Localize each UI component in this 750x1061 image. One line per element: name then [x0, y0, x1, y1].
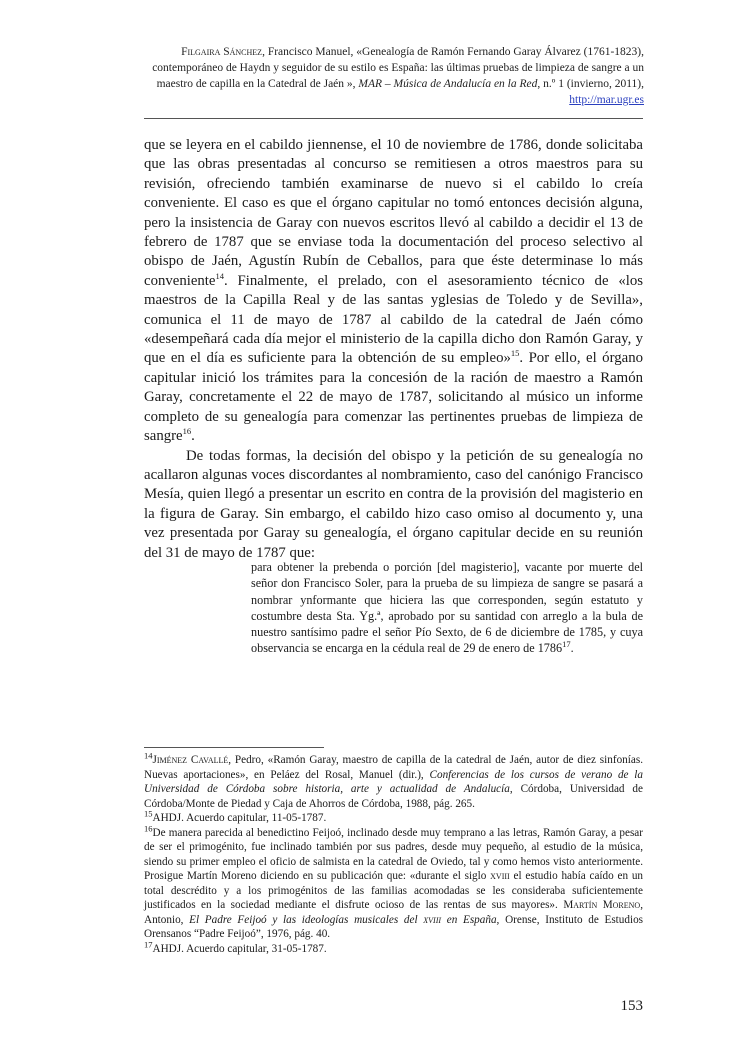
header-author: Filgaira Sánchez [181, 46, 263, 58]
block-quote [251, 559, 643, 657]
footnote-number: 17 [144, 938, 153, 949]
footnotes [144, 750, 644, 956]
running-header [150, 44, 644, 108]
footnote-author: Jiménez Cavallé [152, 754, 229, 766]
footnote-title: en España, [446, 913, 500, 926]
footnote-century: xviii [490, 870, 510, 882]
header-issue: , n.º 1 (invierno, 2011), [537, 78, 644, 90]
footnote-number: 14 [144, 750, 153, 761]
paragraph-1-part-b: . Finalmente, el prelado, con el asesoramiento técnico de «los maestros de la Capilla Real y de las santas yglesias de Toledo y de Sevilla», comunica el 11 de mayo de 1787 al cabildo de la catedral de Jaén cómo «desempeñará cada día mejor el ministerio de la capilla dicho don Ramón Garay, y que en el día es suficiente para la obtención de su empleo» [144, 272, 643, 367]
footnote-text: AHDJ. Acuerdo capitular, 11-05-1787. [152, 812, 327, 824]
page-number: 153 [620, 998, 643, 1014]
footnote-text: , Pedro, «Ramón Garay, maestro de capilla de la catedral de Jaén, autor de diez sinfonías. Nuevas aportaciones», en Peláez del Rosal, Manuel (dir.), [144, 754, 643, 781]
paragraph-1-part-d: . [191, 428, 195, 445]
footnote-text: De manera parecida al benedictino Feijoó, inclinado desde muy temprano a las letras, Ramón Garay, a pesar de ser el primogénito, fue inclinado también por sus padres, desde muy pequeño, al estudio de la música, siendo su primer empleo el oficio de salmista en la catedral de Oviedo, tal y como hemos visto anteriormente. Prosigue Martín Moreno diciendo en su publicación que: «durante el siglo [144, 826, 643, 882]
footnote-divider [144, 747, 324, 748]
footnote-text: , Córdoba, Universidad de Córdoba/Monte de Piedad y Caja de Ahorros de Córdoba, 1988, pág. 265. [144, 783, 643, 810]
footnote-title: Conferencias de los cursos de verano de la Universidad de Córdoba sobre historia, arte y actualidad de Andalucía [144, 768, 644, 795]
footnote-number: 16 [144, 822, 153, 833]
footnote-ref-16[interactable]: 16 [182, 426, 192, 437]
footnote-17 [144, 938, 643, 957]
footnote-text: AHDJ. Acuerdo capitular, 31-05-1787. [152, 942, 327, 955]
paragraph-1-part-c: . Por ello, el órgano capitular inició los trámites para la concesión de la ración de maestro a Ramón Garay, concretamente el 22 de mayo de 1787, solicitando al músico un informe completo de su genealogía para comenzar las pertinentes pruebas de limpieza de sangre [144, 350, 643, 445]
footnote-15 [144, 808, 643, 826]
paragraph-1-part-a: que se leyera en el cabildo jiennense, el 10 de noviembre de 1786, donde solicitaba que las obras presentadas al concurso se remitiesen a otros maestros para su revisión, ofreciendo también examinarse de nuevo si el cabildo lo creía conveniente. El caso es que el órgano capitular no tomó entonces decisión alguna, pero la insistencia de Garay con nuevos escritos llevó al cabildo a decidir el 13 de febrero de 1787 que se enviase toda la documentación del proceso selectivo al obispo de Jaén, Agustín Rubín de Ceballos, para que éste determinase lo más conveniente [144, 137, 643, 289]
header-journal: MAR – Música de Andalucía en la Red [358, 78, 538, 90]
footnote-text: Orense, Instituto de Estudios Orensanos “Padre Feijoó”, 1976, pág. 40. [144, 913, 644, 940]
footnote-14 [144, 750, 644, 811]
header-url-link[interactable]: http://mar.ugr.es [569, 94, 644, 106]
footnote-text: el estudio había caído en un total descrédito y a los primogénitos de las familias acomodadas se les consideraba suficientemente justificados en la sociedad mediante el disfrute ocioso de las rentas de sus mayores». [144, 870, 644, 911]
footnote-author: Martín Moreno [563, 899, 641, 911]
footnote-title: El Padre Feijoó y las ideologías musicales del [189, 913, 418, 926]
footnote-ref-17[interactable]: 17 [562, 639, 571, 650]
footnote-ref-14[interactable]: 14 [215, 270, 224, 281]
footnote-century: xviii [423, 913, 442, 926]
footnote-number: 15 [144, 808, 153, 819]
main-text [144, 136, 643, 563]
quote-end: . [570, 641, 574, 656]
footnote-ref-15[interactable]: 15 [510, 348, 520, 359]
header-divider [144, 118, 643, 119]
header-citation: , Francisco Manuel, «Genealogía de Ramón Fernando Garay Álvarez (1761-1823), contemporáneo de Haydn y seguidor de su estilo es España: las últimas pruebas de limpieza de sangre a un maestro de capilla en la Catedral de Jaén », [152, 46, 644, 90]
footnote-16 [144, 822, 644, 942]
paragraph-1 [144, 136, 643, 447]
quote-text: para obtener la prebenda o porción [del magisterio], vacante por muerte del señor don Francisco Soler, para la prueba de su limpieza de sangre se pasará a nombrar ynformante que hiciera las que corresponden, según estatuto y costumbre desta Sta. Yg.ª, aprobado por su santidad con arreglo a la bula de nuestro santísimo padre el señor Pío Sexto, de 6 de diciembre de 1785, y cuya observancia se encarga en la cédula real de 29 de enero de 1786 [251, 560, 643, 656]
footnote-text: , Antonio, [144, 899, 643, 926]
paragraph-2: De todas formas, la decisión del obispo y la petición de su genealogía no acallaron algunas voces discordantes al nombramiento, caso del canónigo Francisco Mesía, quien llegó a presentar un escrito en contra de la provisión del magisterio en la figura de Garay. Sin embargo, el cabildo hizo caso omiso al documento y, una vez presentada por Garay su genealogía, el órgano capitular decide en su reunión del 31 de mayo de 1787 que: [144, 447, 643, 561]
